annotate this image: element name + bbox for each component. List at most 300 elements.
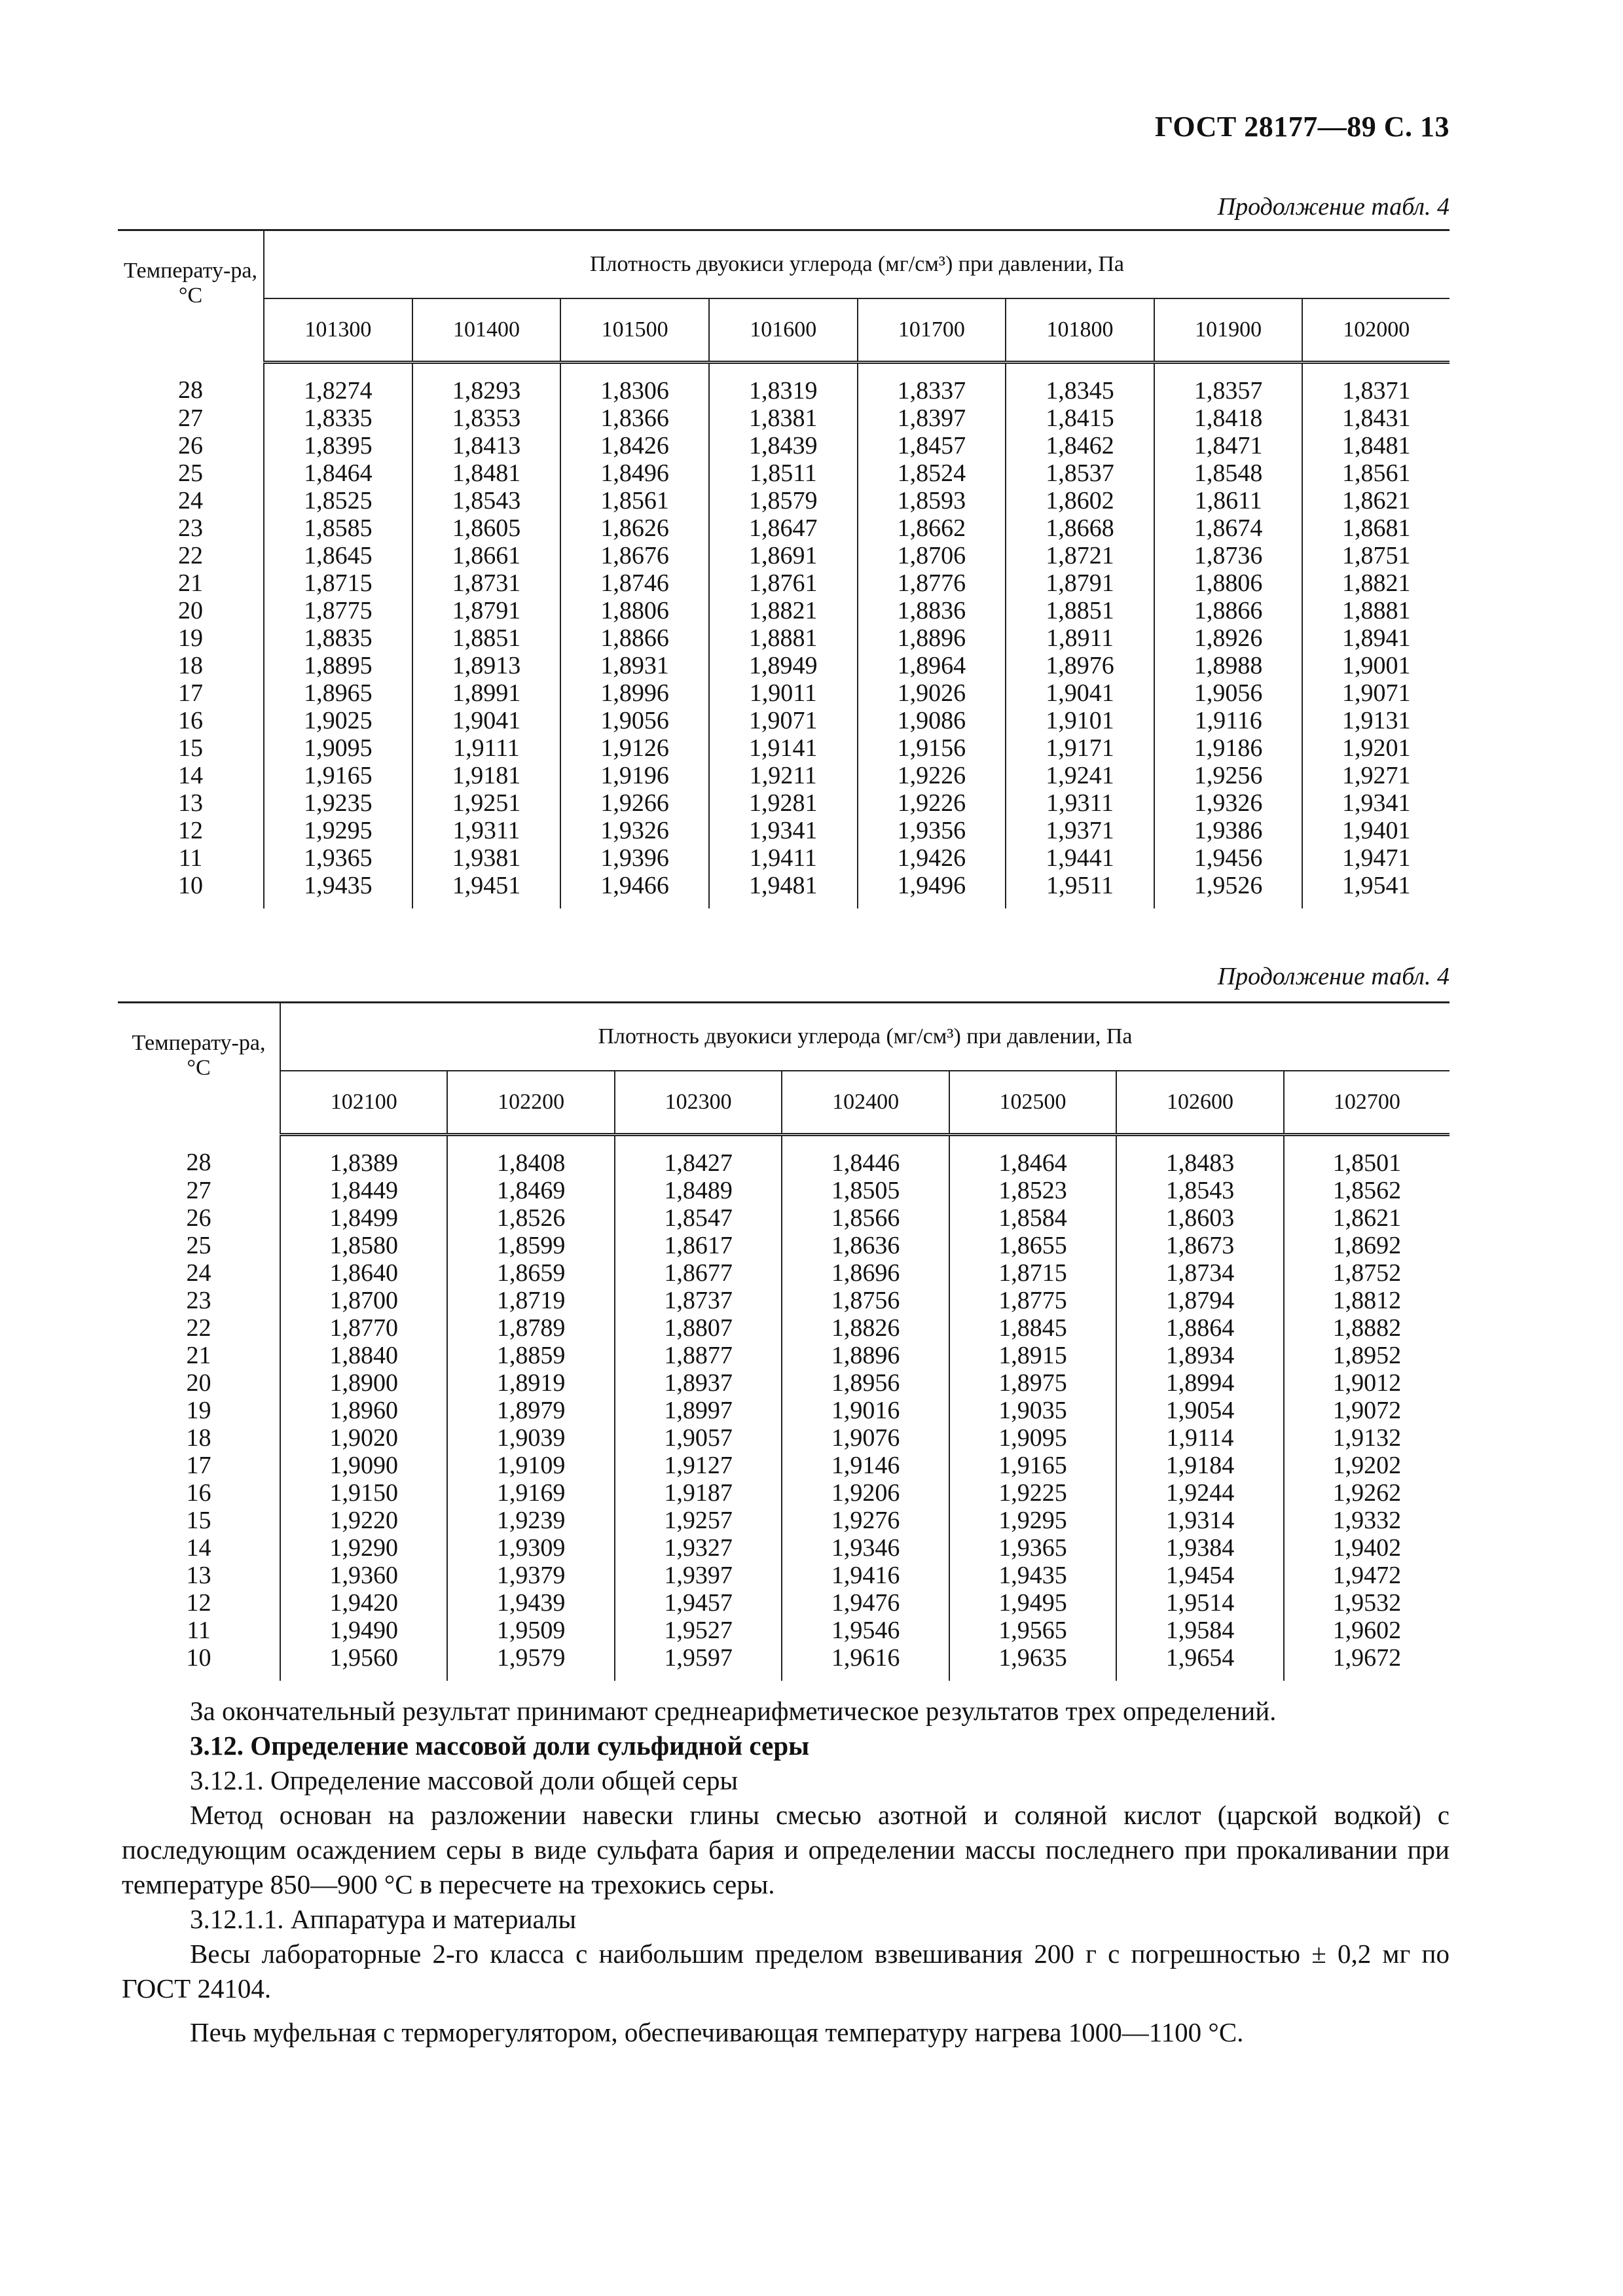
density-cell: 1,8543 xyxy=(1116,1177,1283,1204)
density-cell: 1,9490 xyxy=(280,1617,447,1644)
density-cell: 1,8877 xyxy=(615,1342,782,1369)
density-cell: 1,8956 xyxy=(782,1369,949,1397)
density-cell: 1,8706 xyxy=(858,542,1006,569)
density-cell: 1,8319 xyxy=(709,363,858,405)
density-cell: 1,9035 xyxy=(949,1397,1116,1424)
density-cell: 1,8913 xyxy=(412,652,561,679)
density-cell: 1,8851 xyxy=(412,624,561,652)
density-cell: 1,9426 xyxy=(858,844,1006,872)
density-cell: 1,9332 xyxy=(1332,1507,1402,1534)
density-cell: 1,8505 xyxy=(782,1177,949,1204)
table-row xyxy=(118,1232,1450,1259)
density-cell: 1,9386 xyxy=(1154,817,1303,844)
temperature-cell: 16 xyxy=(118,1479,280,1507)
density-cell: 1,9086 xyxy=(858,707,1006,734)
density-cell: 1,8464 xyxy=(264,459,412,487)
document-header: ГОСТ 28177—89 С. 13 xyxy=(1154,111,1450,143)
table-row xyxy=(118,844,1450,872)
density-cell: 1,9211 xyxy=(709,762,858,789)
pressure-column-header: 102300 xyxy=(615,1071,782,1135)
density-cell: 1,8457 xyxy=(858,432,1006,459)
table-row xyxy=(118,762,1450,789)
density-cell: 1,8731 xyxy=(412,569,561,597)
density-cell: 1,9451 xyxy=(412,872,561,908)
density-cell: 1,9201 xyxy=(1341,734,1411,762)
density-cell: 1,8851 xyxy=(1006,597,1154,624)
density-cell: 1,8418 xyxy=(1154,404,1303,432)
table-row xyxy=(118,817,1450,844)
density-cell: 1,8662 xyxy=(858,514,1006,542)
density-cell: 1,9095 xyxy=(949,1424,1116,1452)
temperature-cell: 20 xyxy=(118,597,264,624)
table-row xyxy=(118,363,1450,405)
density-cell: 1,8471 xyxy=(1154,432,1303,459)
table-row xyxy=(118,1397,1450,1424)
density-cell: 1,8826 xyxy=(782,1314,949,1342)
table-row xyxy=(118,679,1450,707)
body-text xyxy=(122,1694,1450,2050)
density-cell: 1,8791 xyxy=(412,597,561,624)
density-cell: 1,9365 xyxy=(264,844,412,872)
density-cell: 1,9202 xyxy=(1332,1452,1402,1479)
section-heading-3-12: 3.12. Определение массовой доли сульфидной серы xyxy=(190,1731,810,1761)
density-cell: 1,8335 xyxy=(264,404,412,432)
table-row xyxy=(118,1479,1450,1507)
table-row xyxy=(118,542,1450,569)
temperature-cell: 22 xyxy=(118,1314,280,1342)
density-cell: 1,8746 xyxy=(560,569,709,597)
density-cell: 1,8449 xyxy=(280,1177,447,1204)
subsection-heading-3-12-1: 3.12.1. Определение массовой доли общей серы xyxy=(190,1765,739,1795)
density-cell: 1,8668 xyxy=(1006,514,1154,542)
temperature-cell: 20 xyxy=(118,1369,280,1397)
density-cell: 1,8561 xyxy=(560,487,709,514)
table-row xyxy=(118,872,1450,908)
density-cell: 1,8647 xyxy=(709,514,858,542)
density-cell: 1,8775 xyxy=(949,1287,1116,1314)
density-cell: 1,9101 xyxy=(1006,707,1154,734)
density-cell: 1,8789 xyxy=(447,1314,614,1342)
density-cell: 1,9109 xyxy=(447,1452,614,1479)
density-cell: 1,8621 xyxy=(1341,487,1411,514)
density-cell: 1,9271 xyxy=(1341,762,1411,789)
table-row xyxy=(118,1369,1450,1397)
density-cell: 1,8562 xyxy=(1332,1177,1402,1204)
temperature-cell: 19 xyxy=(118,1397,280,1424)
density-cell: 1,8427 xyxy=(615,1135,782,1177)
density-cell: 1,8676 xyxy=(560,542,709,569)
density-cell: 1,9239 xyxy=(447,1507,614,1534)
density-cell: 1,8617 xyxy=(615,1232,782,1259)
density-cell: 1,8696 xyxy=(782,1259,949,1287)
table-row xyxy=(118,1135,1450,1177)
density-cell: 1,9365 xyxy=(949,1534,1116,1562)
density-cell: 1,9295 xyxy=(949,1507,1116,1534)
density-cell: 1,8524 xyxy=(858,459,1006,487)
density-table-2 xyxy=(118,1001,1450,1681)
pressure-column-header: 101900 xyxy=(1154,298,1303,363)
density-cell: 1,8994 xyxy=(1116,1369,1283,1397)
temperature-cell: 21 xyxy=(118,1342,280,1369)
table-row xyxy=(118,707,1450,734)
density-cell: 1,8737 xyxy=(615,1287,782,1314)
density-cell: 1,8692 xyxy=(1332,1232,1402,1259)
density-cell: 1,8640 xyxy=(280,1259,447,1287)
table-row xyxy=(118,1177,1450,1204)
table-row xyxy=(118,569,1450,597)
density-cell: 1,8439 xyxy=(709,432,858,459)
paragraph-scales: Весы лабораторные 2-го класса с наибольшим пределом взвешивания 200 г с погрешностью ± 0,2 мг по ГОСТ 24104. xyxy=(122,1939,1450,2003)
density-cell: 1,8791 xyxy=(1006,569,1154,597)
density-cell: 1,8926 xyxy=(1154,624,1303,652)
density-cell: 1,8306 xyxy=(560,363,709,405)
density-cell: 1,9476 xyxy=(782,1589,949,1617)
density-cell: 1,9186 xyxy=(1154,734,1303,762)
density-cell: 1,8681 xyxy=(1341,514,1411,542)
table-row xyxy=(118,1534,1450,1562)
table-row xyxy=(118,459,1450,487)
temperature-cell: 14 xyxy=(118,1534,280,1562)
density-cell: 1,9341 xyxy=(1341,789,1411,817)
density-cell: 1,9187 xyxy=(615,1479,782,1507)
density-cell: 1,9090 xyxy=(280,1452,447,1479)
density-cell: 1,8934 xyxy=(1116,1342,1283,1369)
density-cell: 1,9511 xyxy=(1006,872,1154,908)
temperature-cell: 23 xyxy=(118,1287,280,1314)
density-cell: 1,8794 xyxy=(1116,1287,1283,1314)
density-cell: 1,9341 xyxy=(709,817,858,844)
density-cell: 1,9206 xyxy=(782,1479,949,1507)
density-cell: 1,9076 xyxy=(782,1424,949,1452)
table-row xyxy=(118,1204,1450,1232)
density-cell: 1,9141 xyxy=(709,734,858,762)
density-cell: 1,9371 xyxy=(1006,817,1154,844)
density-cell: 1,9311 xyxy=(1006,789,1154,817)
temperature-cell: 10 xyxy=(118,1644,280,1681)
density-cell: 1,9196 xyxy=(560,762,709,789)
density-cell: 1,8840 xyxy=(280,1342,447,1369)
density-cell: 1,8464 xyxy=(949,1135,1116,1177)
density-cell: 1,8719 xyxy=(447,1287,614,1314)
density-cell: 1,9295 xyxy=(264,817,412,844)
density-cell: 1,8593 xyxy=(858,487,1006,514)
density-cell: 1,8915 xyxy=(949,1342,1116,1369)
density-cell: 1,8997 xyxy=(615,1397,782,1424)
density-cell: 1,8895 xyxy=(264,652,412,679)
density-cell: 1,8807 xyxy=(615,1314,782,1342)
density-cell: 1,8537 xyxy=(1006,459,1154,487)
temperature-cell: 26 xyxy=(118,432,264,459)
density-cell: 1,9526 xyxy=(1154,872,1303,908)
density-cell: 1,8881 xyxy=(709,624,858,652)
density-cell: 1,9244 xyxy=(1116,1479,1283,1507)
temperature-cell: 25 xyxy=(118,459,264,487)
density-cell: 1,9509 xyxy=(447,1617,614,1644)
density-cell: 1,9290 xyxy=(280,1534,447,1562)
pressure-column-header: 102000 xyxy=(1302,298,1450,363)
density-cell: 1,8496 xyxy=(560,459,709,487)
density-cell: 1,8389 xyxy=(280,1135,447,1177)
density-cell: 1,8611 xyxy=(1154,487,1303,514)
pressure-column-header: 101600 xyxy=(709,298,858,363)
temperature-cell: 23 xyxy=(118,514,264,542)
pressure-column-header: 102200 xyxy=(447,1071,614,1135)
temperature-cell: 24 xyxy=(118,1259,280,1287)
density-cell: 1,9360 xyxy=(280,1562,447,1589)
temperature-cell: 13 xyxy=(118,789,264,817)
density-cell: 1,8659 xyxy=(447,1259,614,1287)
density-cell: 1,8599 xyxy=(447,1232,614,1259)
density-cell: 1,8548 xyxy=(1154,459,1303,487)
pressure-column-header: 101700 xyxy=(858,298,1006,363)
density-cell: 1,9616 xyxy=(782,1644,949,1681)
density-cell: 1,9560 xyxy=(280,1644,447,1681)
density-cell: 1,8866 xyxy=(560,624,709,652)
table-row xyxy=(118,789,1450,817)
density-cell: 1,8337 xyxy=(858,363,1006,405)
density-cell: 1,9072 xyxy=(1332,1397,1402,1424)
density-cell: 1,8821 xyxy=(709,597,858,624)
density-cell: 1,8525 xyxy=(264,487,412,514)
density-cell: 1,9116 xyxy=(1154,707,1303,734)
temperature-cell: 19 xyxy=(118,624,264,652)
density-cell: 1,8821 xyxy=(1341,569,1411,597)
density-cell: 1,8835 xyxy=(264,624,412,652)
table-row xyxy=(118,1589,1450,1617)
table-row xyxy=(118,1287,1450,1314)
density-cell: 1,9457 xyxy=(615,1589,782,1617)
density-cell: 1,9597 xyxy=(615,1644,782,1681)
density-cell: 1,9184 xyxy=(1116,1452,1283,1479)
temperature-cell: 17 xyxy=(118,1452,280,1479)
density-cell: 1,9056 xyxy=(1154,679,1303,707)
density-cell: 1,8381 xyxy=(709,404,858,432)
density-cell: 1,9257 xyxy=(615,1507,782,1534)
density-cell: 1,8715 xyxy=(264,569,412,597)
density-cell: 1,8979 xyxy=(447,1397,614,1424)
density-cell: 1,9439 xyxy=(447,1589,614,1617)
density-cell: 1,8395 xyxy=(264,432,412,459)
density-cell: 1,9579 xyxy=(447,1644,614,1681)
density-cell: 1,9039 xyxy=(447,1424,614,1452)
temperature-cell: 17 xyxy=(118,679,264,707)
density-cell: 1,8584 xyxy=(949,1204,1116,1232)
density-cell: 1,8645 xyxy=(264,542,412,569)
density-cell: 1,9309 xyxy=(447,1534,614,1562)
density-cell: 1,9472 xyxy=(1332,1562,1402,1589)
density-cell: 1,9379 xyxy=(447,1562,614,1589)
density-cell: 1,8543 xyxy=(412,487,561,514)
density-cell: 1,9435 xyxy=(949,1562,1116,1589)
density-cell: 1,9095 xyxy=(264,734,412,762)
pressure-column-header: 102700 xyxy=(1284,1071,1450,1135)
density-cell: 1,8511 xyxy=(709,459,858,487)
pressure-column-header: 102600 xyxy=(1116,1071,1283,1135)
density-cell: 1,8721 xyxy=(1006,542,1154,569)
temperature-cell: 22 xyxy=(118,542,264,569)
density-cell: 1,8937 xyxy=(615,1369,782,1397)
table1-continuation-label: Продолжение табл. 4 xyxy=(1217,193,1450,221)
density-cell: 1,8677 xyxy=(615,1259,782,1287)
subsection-heading-3-12-1-1: 3.12.1.1. Аппаратура и материалы xyxy=(190,1904,577,1934)
density-cell: 1,9169 xyxy=(447,1479,614,1507)
density-cell: 1,8859 xyxy=(447,1342,614,1369)
density-cell: 1,9226 xyxy=(858,762,1006,789)
temperature-cell: 26 xyxy=(118,1204,280,1232)
density-cell: 1,9565 xyxy=(949,1617,1116,1644)
temperature-cell: 11 xyxy=(118,1617,280,1644)
density-cell: 1,8976 xyxy=(1006,652,1154,679)
density-cell: 1,9654 xyxy=(1116,1644,1283,1681)
density-cell: 1,8371 xyxy=(1341,377,1411,404)
density-cell: 1,9165 xyxy=(264,762,412,789)
density-cell: 1,8806 xyxy=(560,597,709,624)
density-cell: 1,9411 xyxy=(709,844,858,872)
density-cell: 1,9026 xyxy=(858,679,1006,707)
density-cell: 1,9020 xyxy=(280,1424,447,1452)
density-cell: 1,8408 xyxy=(447,1135,614,1177)
table-row xyxy=(118,624,1450,652)
density-cell: 1,9114 xyxy=(1116,1424,1283,1452)
density-cell: 1,9546 xyxy=(782,1617,949,1644)
density-cell: 1,9071 xyxy=(709,707,858,734)
density-cell: 1,8431 xyxy=(1341,404,1411,432)
density-cell: 1,9456 xyxy=(1154,844,1303,872)
density-cell: 1,8462 xyxy=(1006,432,1154,459)
density-cell: 1,8499 xyxy=(280,1204,447,1232)
density-cell: 1,8626 xyxy=(560,514,709,542)
density-group-header: Плотность двуокиси углерода (мг/см³) при давлении, Па xyxy=(264,230,1450,299)
density-cell: 1,8931 xyxy=(560,652,709,679)
density-cell: 1,9635 xyxy=(949,1644,1116,1681)
temperature-cell: 27 xyxy=(118,1177,280,1204)
temperature-cell: 16 xyxy=(118,707,264,734)
temperature-cell: 28 xyxy=(118,363,264,405)
density-cell: 1,8501 xyxy=(1332,1149,1402,1177)
density-cell: 1,8691 xyxy=(709,542,858,569)
density-cell: 1,8965 xyxy=(264,679,412,707)
density-cell: 1,8866 xyxy=(1154,597,1303,624)
density-cell: 1,9435 xyxy=(264,872,412,908)
density-cell: 1,9262 xyxy=(1332,1479,1402,1507)
density-cell: 1,8469 xyxy=(447,1177,614,1204)
density-cell: 1,8413 xyxy=(412,432,561,459)
density-cell: 1,9471 xyxy=(1341,844,1411,872)
table-row xyxy=(118,432,1450,459)
density-cell: 1,8274 xyxy=(264,363,412,405)
density-cell: 1,9146 xyxy=(782,1452,949,1479)
density-cell: 1,9281 xyxy=(709,789,858,817)
table-row xyxy=(118,652,1450,679)
density-cell: 1,8605 xyxy=(412,514,561,542)
density-cell: 1,9132 xyxy=(1332,1424,1402,1452)
density-cell: 1,9416 xyxy=(782,1562,949,1589)
table-row xyxy=(118,734,1450,762)
density-cell: 1,8345 xyxy=(1006,363,1154,405)
density-cell: 1,8864 xyxy=(1116,1314,1283,1342)
pressure-column-header: 101400 xyxy=(412,298,561,363)
density-cell: 1,9495 xyxy=(949,1589,1116,1617)
density-cell: 1,8988 xyxy=(1154,652,1303,679)
table-row xyxy=(118,597,1450,624)
density-cell: 1,8673 xyxy=(1116,1232,1283,1259)
density-cell: 1,8293 xyxy=(412,363,561,405)
pressure-column-header: 102500 xyxy=(949,1071,1116,1135)
density-cell: 1,8941 xyxy=(1341,624,1411,652)
density-cell: 1,9241 xyxy=(1006,762,1154,789)
density-cell: 1,9276 xyxy=(782,1507,949,1534)
temperature-header: Температу-ра, °С xyxy=(118,1003,280,1135)
density-cell: 1,8621 xyxy=(1332,1204,1402,1232)
density-cell: 1,9235 xyxy=(264,789,412,817)
table-row xyxy=(118,487,1450,514)
temperature-cell: 18 xyxy=(118,652,264,679)
pressure-column-header: 102400 xyxy=(782,1071,949,1135)
density-cell: 1,9127 xyxy=(615,1452,782,1479)
paragraph-method: Метод основан на разложении навески глины смесью азотной и соляной кислот (царской водкой) с последующим осаждением серы в виде сульфата бария и определении массы последнего при прокаливании при температуре 850—900 °С в пересчете на трехокись серы. xyxy=(122,1800,1450,1899)
table-row xyxy=(118,1644,1450,1681)
density-cell: 1,9356 xyxy=(858,817,1006,844)
density-cell: 1,9251 xyxy=(412,789,561,817)
density-cell: 1,8964 xyxy=(858,652,1006,679)
density-group-header: Плотность двуокиси углерода (мг/см³) при давлении, Па xyxy=(280,1003,1450,1071)
density-cell: 1,8523 xyxy=(949,1177,1116,1204)
density-cell: 1,8585 xyxy=(264,514,412,542)
paragraph-final-result: За окончательный результат принимают среднеарифметическое результатов трех определений. xyxy=(190,1696,1277,1726)
table2-continuation-label: Продолжение табл. 4 xyxy=(1217,963,1450,990)
density-cell: 1,8715 xyxy=(949,1259,1116,1287)
density-cell: 1,8776 xyxy=(858,569,1006,597)
density-cell: 1,9481 xyxy=(709,872,858,908)
density-cell: 1,9311 xyxy=(412,817,561,844)
density-cell: 1,9054 xyxy=(1116,1397,1283,1424)
pressure-column-header: 102100 xyxy=(280,1071,447,1135)
density-cell: 1,8756 xyxy=(782,1287,949,1314)
temperature-cell: 13 xyxy=(118,1562,280,1589)
density-cell: 1,8900 xyxy=(280,1369,447,1397)
density-cell: 1,9011 xyxy=(709,679,858,707)
density-cell: 1,9056 xyxy=(560,707,709,734)
density-cell: 1,8674 xyxy=(1154,514,1303,542)
density-cell: 1,8655 xyxy=(949,1232,1116,1259)
temperature-cell: 12 xyxy=(118,817,264,844)
density-cell: 1,8736 xyxy=(1154,542,1303,569)
density-cell: 1,9226 xyxy=(858,789,1006,817)
temperature-cell: 10 xyxy=(118,872,264,908)
density-cell: 1,9514 xyxy=(1116,1589,1283,1617)
density-cell: 1,9171 xyxy=(1006,734,1154,762)
density-cell: 1,9111 xyxy=(412,734,561,762)
temperature-cell: 21 xyxy=(118,569,264,597)
paragraph-furnace: Печь муфельная с терморегулятором, обеспечивающая температуру нагрева 1000—1100 °С. xyxy=(190,2017,1244,2047)
density-cell: 1,8806 xyxy=(1154,569,1303,597)
density-cell: 1,9454 xyxy=(1116,1562,1283,1589)
density-cell: 1,8481 xyxy=(412,459,561,487)
density-cell: 1,9672 xyxy=(1332,1644,1402,1672)
density-cell: 1,8397 xyxy=(858,404,1006,432)
density-cell: 1,8911 xyxy=(1006,624,1154,652)
density-cell: 1,9131 xyxy=(1341,707,1411,734)
density-cell: 1,8481 xyxy=(1341,432,1411,459)
density-cell: 1,8919 xyxy=(447,1369,614,1397)
density-cell: 1,8483 xyxy=(1116,1135,1283,1177)
density-cell: 1,8700 xyxy=(280,1287,447,1314)
table-row xyxy=(118,1617,1450,1644)
table-row xyxy=(118,1507,1450,1534)
temperature-cell: 28 xyxy=(118,1135,280,1177)
table-row xyxy=(118,1259,1450,1287)
density-cell: 1,8882 xyxy=(1332,1314,1402,1342)
